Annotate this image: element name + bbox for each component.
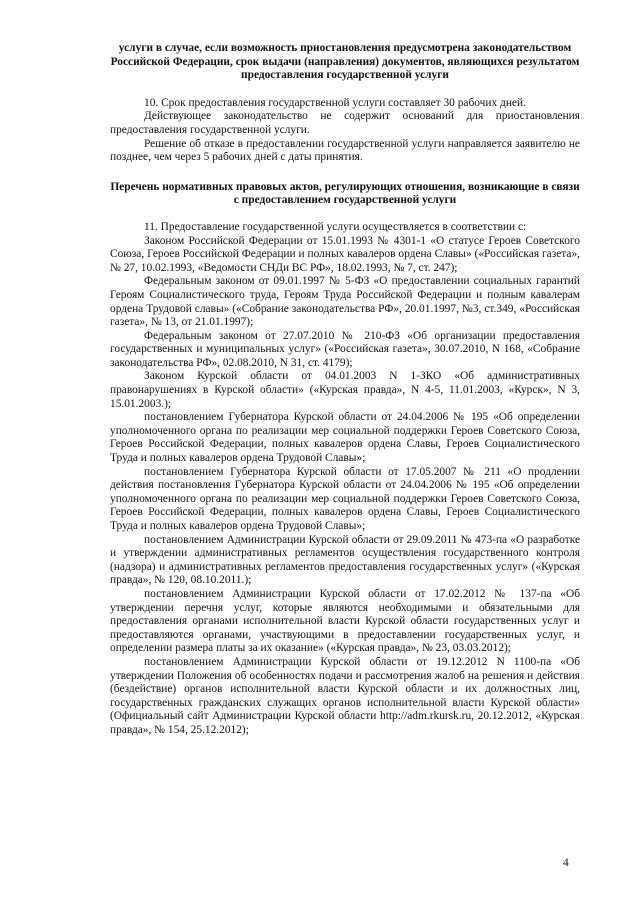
- list-item: постановлением Администрации Курской области от 29.09.2011 № 473-па «О разработке и утверждении административных регламентов осуществления государственного контроля (надзора) и административных регламентов предоставления государственных услуг» («Курская правда», № 120, 08.10.2011.);: [110, 533, 580, 587]
- page-number: 4: [563, 857, 569, 869]
- section-heading-legal-acts: Перечень нормативных правовых актов, регулирующих отношения, возникающие в связи с предоставлением государственной услуги: [110, 180, 580, 207]
- list-item: Законом Курской области от 04.01.2003 N 1-ЗКО «Об административных правонарушениях в Курской области» («Курская правда», N 4-5, 11.01.2003, «Курск», N 3, 15.01.2003.);: [110, 370, 580, 410]
- list-item: постановлением Администрации Курской области от 19.12.2012 N 1100-па «Об утверждении Положения об особенностях подачи и рассмотрения жалоб на решения и действия (бездействие) органов исполнительной власти Курской области и их должностных лиц, государственных гражданских служащих органов исполнительной власти Курской области» (Официальный сайт Администрации Курской области http://adm.rkursk.ru, 20.12.2012, «Курская правда», № 154, 25.12.2012);: [110, 655, 580, 736]
- paragraph-10: 10. Срок предоставления государственной услуги составляет 30 рабочих дней.: [144, 96, 526, 109]
- paragraph-10-refusal: Решение об отказе в предоставлении государственной услуги направляется заявителю не позднее, чем через 5 рабочих дней с даты принятия.: [110, 137, 580, 164]
- list-item: постановлением Губернатора Курской области от 17.05.2007 № 211 «О продлении действия постановления Губернатора Курской области от 24.04.2006 № 195 «Об определении уполномоченного органа по реализации мер социальной поддержки Героев Советского Союза, Героев Российской Федерации, полных кавалеров ордена Славы, Героев Социалистического Труда и полных кавалеров ордена Трудовой Славы»;: [110, 465, 580, 532]
- list-item: постановлением Администрации Курской области от 17.02.2012 № 137-па «Об утверждении перечня услуг, которые являются необходимыми и обязательными для предоставления органами исполнительной власти Курской области государственных услуг и предоставляются органами, участвующими в предоставлении государственных услуг, и определении размера платы за их оказание» («Курская правда», № 23, 03.03.2012);: [110, 587, 580, 655]
- list-item: Законом Российской Федерации от 15.01.1993 № 4301-1 «О статусе Героев Советского Союза, Героев Российской Федерации и полных кавалеров ордена Славы» («Российская газета», № 27, 10.02.1993, «Ведомости СНДи ВС РФ», 18.02.1993, № 7, ст. 247);: [110, 234, 580, 274]
- list-item: Федеральным законом от 27.07.2010 № 210-ФЗ «Об организации предоставления государственных и муниципальных услуг» («Российская газета», 30.07.2010, N 168, «Собрание законодательства РФ», 02.08.2010, N 31, ст. 4179);: [110, 329, 580, 369]
- list-item: Федеральным законом от 09.01.1997 № 5-ФЗ «О предоставлении социальных гарантий Героям Социалистического труда, Героям Труда Российской Федерации и полным кавалерам ордена Трудовой славы» («Собрание законодательства РФ», 20.01.1997, №3, ст.349, «Российская газета», № 13, от 21.01.1997);: [110, 275, 580, 329]
- document-page: [110, 42, 580, 738]
- list-item: постановлением Губернатора Курской области от 24.04.2006 № 195 «Об определении уполномоченного органа по реализации мер социальной поддержки Героев Советского Союза, Героев Российской Федерации, полных кавалеров ордена Славы, Героев Социалистического Труда и полных кавалеров ордена Трудовой Славы»;: [110, 411, 580, 465]
- paragraph-10-no-suspension: Действующее законодательство не содержит оснований для приостановления предоставления государственной услуги.: [110, 110, 580, 136]
- legal-acts-list: [110, 221, 580, 738]
- list-item: 11. Предоставление государственной услуги осуществляется в соответствии с:: [144, 220, 527, 233]
- section-heading-continuation: услуги в случае, если возможность приостановления предусмотрена законодательством Российской Федерации, срок выдачи (направления) документов, являющихся результатом предоставления государственной услуги: [110, 42, 580, 82]
